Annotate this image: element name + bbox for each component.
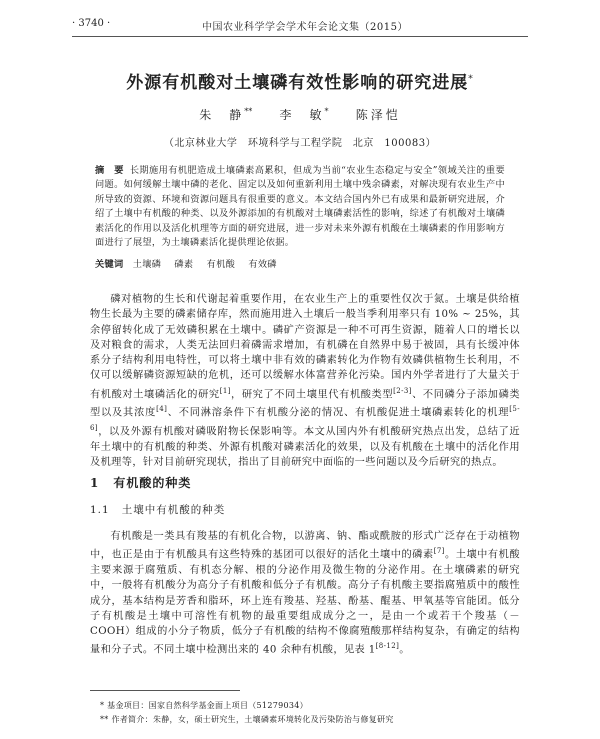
keyword: 有效磷: [248, 259, 277, 270]
abstract-text: 长期施用有机肥造成土壤磷素高累积，但成为当前“农业生态稳定与安全”领域关注的重要问题。如何缓解土壤中磷的老化、固定以及如何重新利用土壤中残余磷素，对解决现有农业生产中所导致的资源、环境和资源问题具有很重要的意义。本文结合国内外已有成果和最新研究进展，介绍了土壤中有机酸的种类、以及外源添加的有机酸对土壤磷素活性的影响，综述了有机酸对土壤磷素活化的作用以及活化机理等方面的研究进展，进一步对未来外源有机酸在土壤磷素的作用影响方面进行了展望，为土壤磷素活化提供理论依据。: [95, 165, 505, 249]
paragraph-text: 磷对植物的生长和代谢起着重要作用，在农业生产上的重要性仅次于氮。土壤是供给植物生长最为主要的磷素储存库，然而施用进入土壤后一般当季利用率只有 10% ~ 25%，其余停留转化成了无效磷积累在土壤中。磷矿产资源是一种不可再生资源，随着人口的增长以及对粮食的需求，人类无法回归着磷需求增加，有机磷在自然界中易于被固，具有长缓冲体系分子结构利用电特性，可以将土壤中非有效的磷素转化为作物有效磷供植物生长利用，不仅可以缓解磷资源短缺的危机，还可以缓解水体富营养化污染。国内外学者进行了大量关于有机酸对土壤磷活化的研究: [90, 294, 520, 401]
body-paragraph: [90, 529, 520, 658]
paragraph-text: 。: [399, 644, 410, 656]
journal-name: 中国农业科学学会学术年会论文集（2015）: [202, 22, 408, 33]
subsection-heading: [90, 502, 225, 517]
abstract: [95, 164, 505, 250]
footnote-author-bio: ** 作者简介：朱静，女，硕士研究生，土壤磷素环境转化及污染防治与修复研究: [100, 715, 394, 724]
paragraph-text: ，研究了不同土壤里代有机酸类型: [230, 389, 394, 401]
paragraph-text: 有机酸是一类具有羧基的有机化合物，以游离、钠、酯或酰胺的形式广泛存在于动植物中，也正是由于有机酸具有这些特殊的基团可以很好的活化土壤中的磷素: [90, 531, 520, 561]
footnote-rule: [90, 690, 240, 691]
author-name: 朱 静: [199, 108, 245, 122]
citation: [8-12]: [375, 642, 400, 651]
citation: [1]: [219, 386, 231, 395]
section-number: 1: [90, 476, 100, 490]
section-title: 有机酸的种类: [113, 476, 192, 490]
subsection-number: 1.1: [90, 504, 110, 516]
author-name: 陈泽恺: [355, 108, 401, 122]
author-mark: *: [324, 107, 329, 116]
author-mark: **: [244, 107, 253, 116]
paper-title-text: 外源有机酸对土壤磷有效性影响的研究进展: [126, 73, 469, 93]
paragraph-text: ，以及外源有机酸对磷吸附物长保影响等。本文从国内外有机酸研究热点出发，总结了近年土壤中的有机酸的种类、外源有机酸对磷素活化的效果，以及有机酸在土壤中的活化作用及机理等，针对目前研究现状，指出了目前研究中面临的一些问题以及今后研究的热点。: [90, 426, 520, 469]
intro-paragraph: [90, 292, 520, 470]
keywords-label: 关键词: [95, 259, 124, 270]
citation: [7]: [433, 547, 445, 556]
keyword: 有机酸: [206, 259, 236, 270]
subsection-title: 土壤中有机酸的种类: [121, 504, 226, 516]
title-footnote-mark: *: [468, 74, 474, 85]
keyword: 土壤磷: [132, 259, 162, 270]
author-name: 李 敏: [279, 108, 325, 122]
paragraph-text: 、不同磷分子添加磷类型以及其浓度: [90, 389, 520, 419]
page-number: · 3740 ·: [72, 18, 111, 29]
paper-title: [0, 68, 600, 93]
citation: [4]: [156, 405, 168, 414]
paragraph-text: 。土壤中有机酸主要来源于腐殖质、有机态分解、根的分泌作用及微生物的分泌作用。在土壤磷素的研究中，一般将有机酸分为高分子有机酸和低分子有机酸。高分子有机酸主要指腐殖质中的酸性成分，基本结构是芳香和脂环，环上连有羧基、羟基、酚基、醌基、甲氧基等官能团。低分子有机酸是土壤中可溶性有机物的最重要组成成分之一，是由一个或若干个羧基（－COOH）组成的小分子物质，低分子有机酸的结构不像腐殖酸那样结构复杂，有确定的结构量和分子式。不同土壤中检测出来的 40 余种有机酸，见表 1: [90, 549, 520, 656]
header-rule: [72, 36, 528, 37]
citation: [5-6]: [90, 405, 520, 433]
author-list: [0, 106, 600, 123]
affiliation: （北京林业大学 环境科学与工程学院 北京 100083）: [163, 138, 437, 149]
citation: [2-3]: [393, 386, 412, 395]
keyword: 磷素: [174, 259, 194, 270]
keywords: [95, 256, 505, 270]
running-header: [72, 18, 528, 34]
abstract-label: 摘 要: [95, 165, 124, 176]
paragraph-text: 、不同淋溶条件下有机酸分泌的情况、有机酸促进土壤磷素转化的机理: [167, 407, 510, 419]
section-heading: [90, 474, 191, 491]
footnote-funding: * 基金项目：国家自然科学基金面上项目（51279034）: [100, 701, 308, 710]
